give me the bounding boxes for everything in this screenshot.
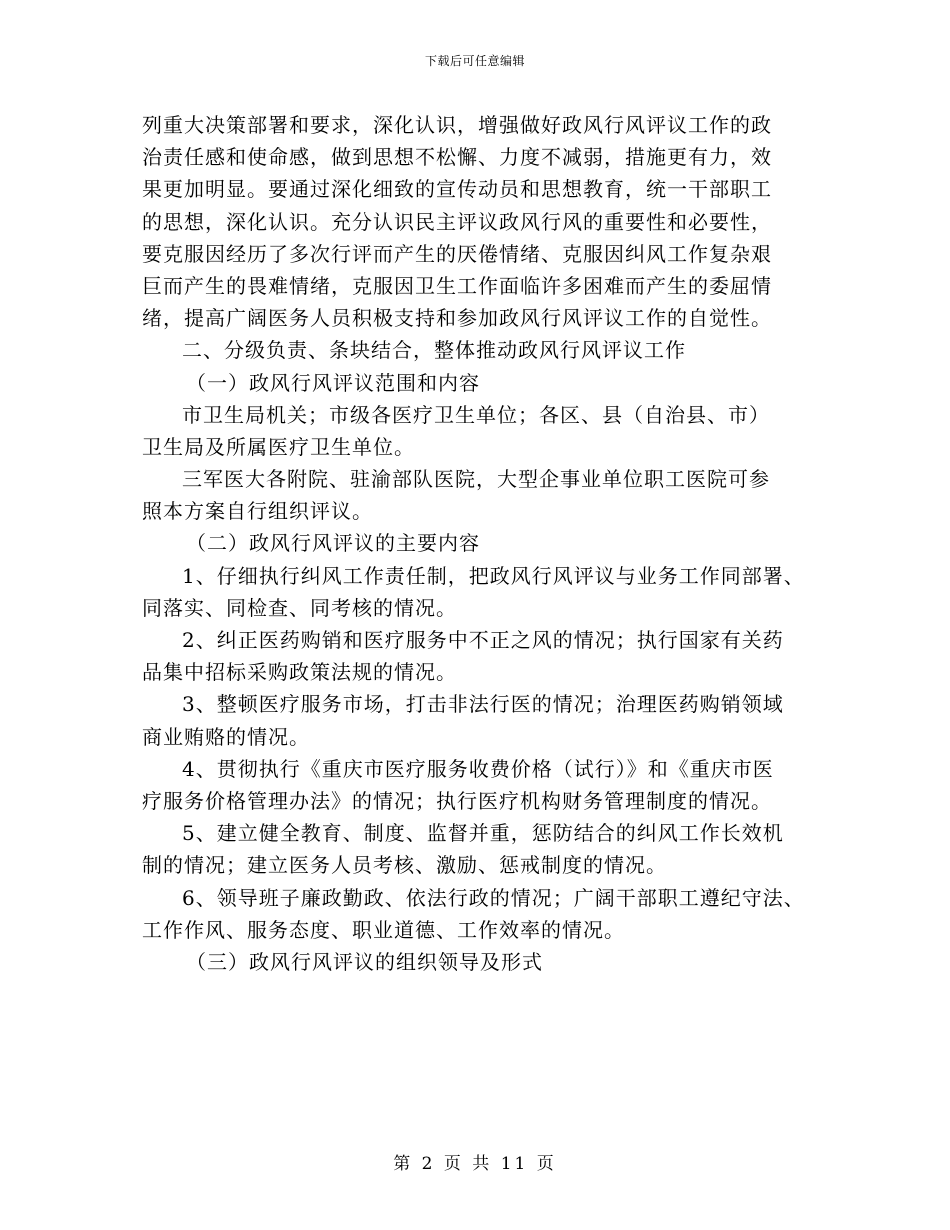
document-body [142,109,842,978]
subsection-heading: （二）政风行风评议的主要内容 [186,531,480,556]
page-header-note: 下载后可任意编辑 [424,54,525,68]
list-item: 6、领导班子廉政勤政、依法行政的情况；广阔干部职工遵纪守法、 [182,885,805,910]
list-item-continuation: 工作作风、服务态度、职业道德、工作效率的情况。 [142,917,625,942]
list-item-continuation: 品集中招标采购政策法规的情况。 [142,660,457,685]
list-item-continuation: 商业贿赂的情况。 [142,724,310,749]
body-line: 巨而产生的畏难情绪，克服因卫生工作面临许多困难而产生的委屈情 [142,273,772,298]
list-item-continuation: 制的情况；建立医务人员考核、激励、惩戒制度的情况。 [142,853,667,878]
body-line: 要克服因经历了多次行评而产生的厌倦情绪、克服因纠风工作复杂艰 [142,241,772,266]
page-number: 第 2 页 共 11 页 [393,1154,557,1174]
body-line: 列重大决策部署和要求，深化认识，增强做好政风行风评议工作的政 [142,113,772,137]
body-line: 果更加明显。要通过深化细致的宣传动员和思想教育，统一干部职工 [142,177,772,202]
body-line: 三军医大各附院、驻渝部队医院，大型企事业单位职工医院可参 [182,467,770,492]
body-line: 照本方案自行组织评议。 [142,499,373,524]
section-heading: 二、分级负责、条块结合，整体推动政风行风评议工作 [182,338,686,363]
body-line: 卫生局及所属医疗卫生单位。 [142,434,415,459]
list-item: 3、整顿医疗服务市场，打击非法行医的情况；治理医药购销领域 [182,692,784,717]
list-item: 2、纠正医药购销和医疗服务中不正之风的情况；执行国家有关药 [182,628,784,652]
list-item-continuation: 疗服务价格管理办法》的情况；执行医疗机构财务管理制度的情况。 [142,788,772,813]
list-item: 1、仔细执行纠风工作责任制，把政风行风评议与业务工作同部署、 [182,563,805,588]
body-line: 市卫生局机关；市级各医疗卫生单位；各区、县（自治县、市） [182,402,770,427]
body-line: 绪，提高广阔医务人员积极支持和参加政风行风评议工作的自觉性。 [142,306,772,331]
subsection-heading: （一）政风行风评议范围和内容 [186,370,480,395]
list-item: 5、建立健全教育、制度、监督并重，惩防结合的纠风工作长效机 [182,821,784,846]
list-item-continuation: 同落实、同检查、同考核的情况。 [142,595,457,620]
body-line: 的思想，深化认识。充分认识民主评议政风行风的重要性和必要性， [142,209,772,234]
body-line: 治责任感和使命感，做到思想不松懈、力度不减弱，措施更有力，效 [142,145,772,170]
subsection-heading: （三）政风行风评议的组织领导及形式 [186,949,543,974]
list-item: 4、贯彻执行《重庆市医疗服务收费价格（试行）》和《重庆市医 [182,756,774,781]
